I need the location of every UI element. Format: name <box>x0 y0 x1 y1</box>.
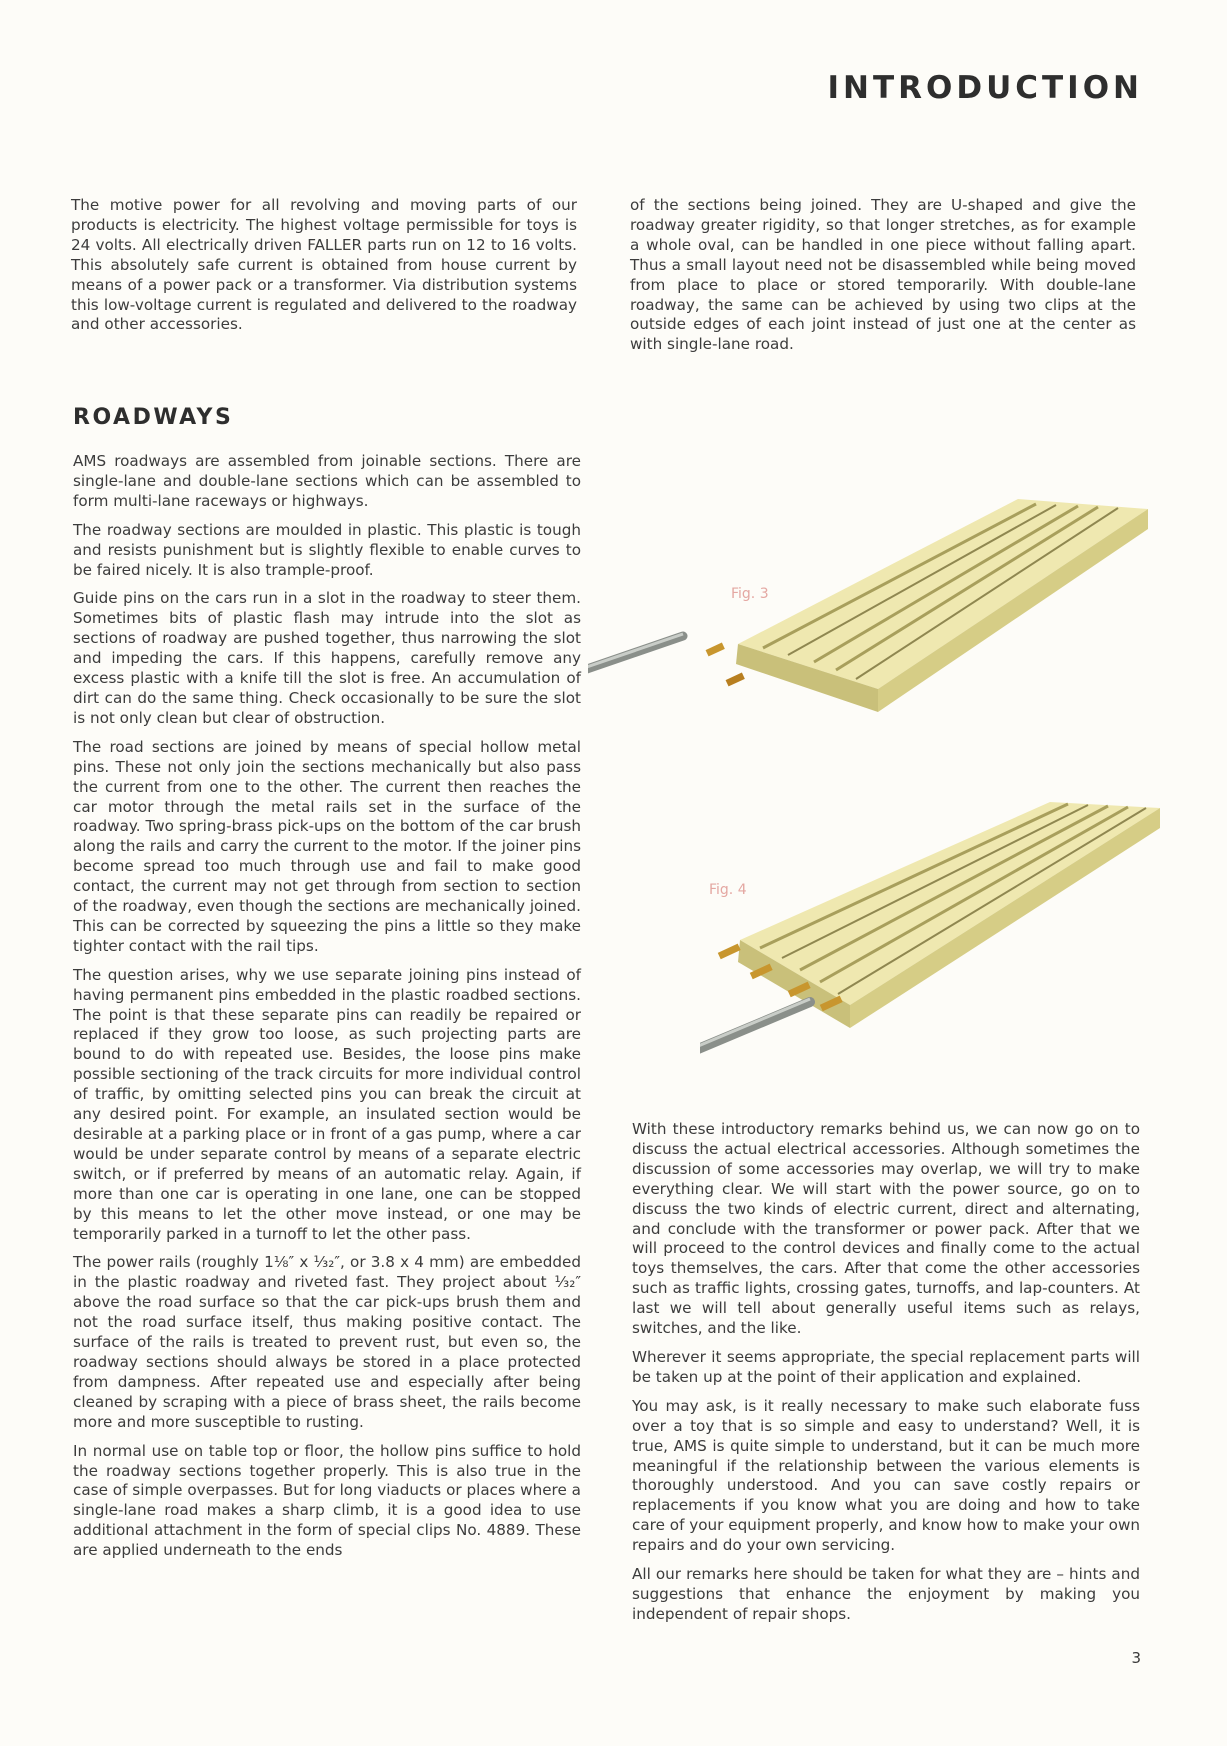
roadways-column <box>73 452 581 1570</box>
intro-continuation-paragraph: of the sections being joined. They are U-shaped and give the roadway greater rigidity, so that longer stretches, as for example a whole oval, can be handled in one piece without falling apart. Thus a small layout need not be disassembled while being moved from place to place or stored temporarily. With double-lane roadway, the same can be achieved by using two clips at the outside edges of each joint instead of just one at the center as with single-lane road. <box>630 196 1136 354</box>
right-paragraph: With these introductory remarks behind us, we can now go on to discuss the actual electrical accessories. Although sometimes the discussion of some accessories may overlap, we will try to make everything clear. We will start with the power source, go on to discuss the two kinds of electric current, direct and alternating, and conclude with the transformer or power pack. After that we will proceed to the control devices and finally come to the actual toys themselves, the cars. After that come the other accessories such as traffic lights, crossing gates, turnoffs, and lap-counters. At last we will tell about generally useful items such as relays, switches, and the like. <box>632 1120 1140 1338</box>
intro-paragraph: The motive power for all revolving and moving parts of our products is electricity. The highest voltage permissible for toys is 24 volts. All electrically driven FALLER parts run on 12 to 16 volts. This absolutely safe current is obtained from house current by means of a power pack or a transformer. Via distribution systems this low-voltage current is regulated and delivered to the roadway and other accessories. <box>71 196 577 334</box>
fig3-caption: Fig. 3 <box>731 586 769 602</box>
roadways-heading: ROADWAYS <box>73 405 234 430</box>
roadways-paragraph: In normal use on table top or floor, the hollow pins suffice to hold the roadway sections together properly. This is also true in the case of simple overpasses. But for long viaducts or places where a single-lane road makes a sharp climb, it is a good idea to use additional attachment in the form of special clips No. 4889. These are applied underneath to the ends <box>73 1441 581 1560</box>
roadways-paragraph: AMS roadways are assembled from joinable sections. There are single-lane and double-lane sections which can be assembled to form multi-lane raceways or highways. <box>73 452 581 510</box>
intro-left-column <box>71 196 577 344</box>
roadways-paragraph: The question arises, why we use separate joining pins instead of having permanent pins embedded in the plastic roadbed sections. The point is that these separate pins can readily be repaired or replaced if they grow too loose, as such projecting parts are bound to do with repeated use. Besides, the loose pins make possible sectioning of the track circuits for more individual control of traffic, by omitting selected pins you can break the circuit at any desired point. For example, an insulated section would be desirable at a parking place or in front of a gas pump, where a car would be under separate control by means of a separate electric switch, or if preferred by means of an automatic relay. Again, if more than one car is operating in one lane, one can be stopped by this means to let the other move instead, or one may be temporarily parked in a turnoff to let the other pass. <box>73 965 581 1243</box>
intro-right-column <box>630 196 1136 364</box>
page-title: INTRODUCTION <box>827 70 1143 106</box>
right-paragraph: All our remarks here should be taken for what they are – hints and suggestions that enhance the enjoyment by making you independent of repair shops. <box>632 1565 1140 1623</box>
roadways-paragraph: Guide pins on the cars run in a slot in the roadway to steer them. Sometimes bits of plastic flash may intrude into the slot as sections of roadway are pushed together, thus narrowing the slot and impeding the cars. If this happens, carefully remove any excess plastic with a knife till the slot is free. An accumulation of dirt can do the same thing. Check occasionally to be sure the slot is not only clean but clear of obstruction. <box>73 589 581 727</box>
right-column <box>632 1120 1140 1634</box>
fig4-roadway-illustration <box>700 790 1160 1060</box>
roadways-paragraph: The road sections are joined by means of special hollow metal pins. These not only join the sections mechanically but also pass the current from one to the other. The current then reaches the car motor through the metal rails set in the surface of the roadway. Two spring-brass pick-ups on the bottom of the car brush along the rails and carry the current to the motor. If the joiner pins become spread too much through use and fail to make good contact, the current may not get through from section to section of the roadway, even though the sections are mechanically joined. This can be corrected by squeezing the pins a little so they make tighter contact with the rail tips. <box>73 737 581 955</box>
fig4-caption: Fig. 4 <box>709 882 747 898</box>
page-number: 3 <box>1131 1649 1141 1667</box>
right-paragraph: Wherever it seems appropriate, the special replacement parts will be taken up at the point of their application and explained. <box>632 1347 1140 1386</box>
roadways-paragraph: The roadway sections are moulded in plastic. This plastic is tough and resists punishment but is slightly flexible to enable curves to be faired nicely. It is also trample-proof. <box>73 520 581 579</box>
right-paragraph: You may ask, is it really necessary to make such elaborate fuss over a toy that is so simple and easy to understand? Well, it is true, AMS is quite simple to understand, but it can be much more meaningful if the relationship between the various elements is thoroughly understood. And you can save costly repairs or replacements if you know what you are doing and how to take care of your equipment properly, and know how to make your own repairs and do your own servicing. <box>632 1396 1140 1555</box>
fig3-roadway-illustration <box>588 484 1148 774</box>
roadways-paragraph: The power rails (roughly 1⅛″ x ¹⁄₃₂″, or 3.8 x 4 mm) are embedded in the plastic roadway and riveted fast. They project about ¹⁄₃₂″ above the road surface so that the car pick-ups brush them and not the road surface itself, thus making positive contact. The surface of the rails is treated to prevent rust, but even so, the roadway sections should always be stored in a place protected from dampness. After repeated use and especially after being cleaned by scraping with a piece of brass sheet, the rails become more and more susceptible to rusting. <box>73 1253 581 1431</box>
